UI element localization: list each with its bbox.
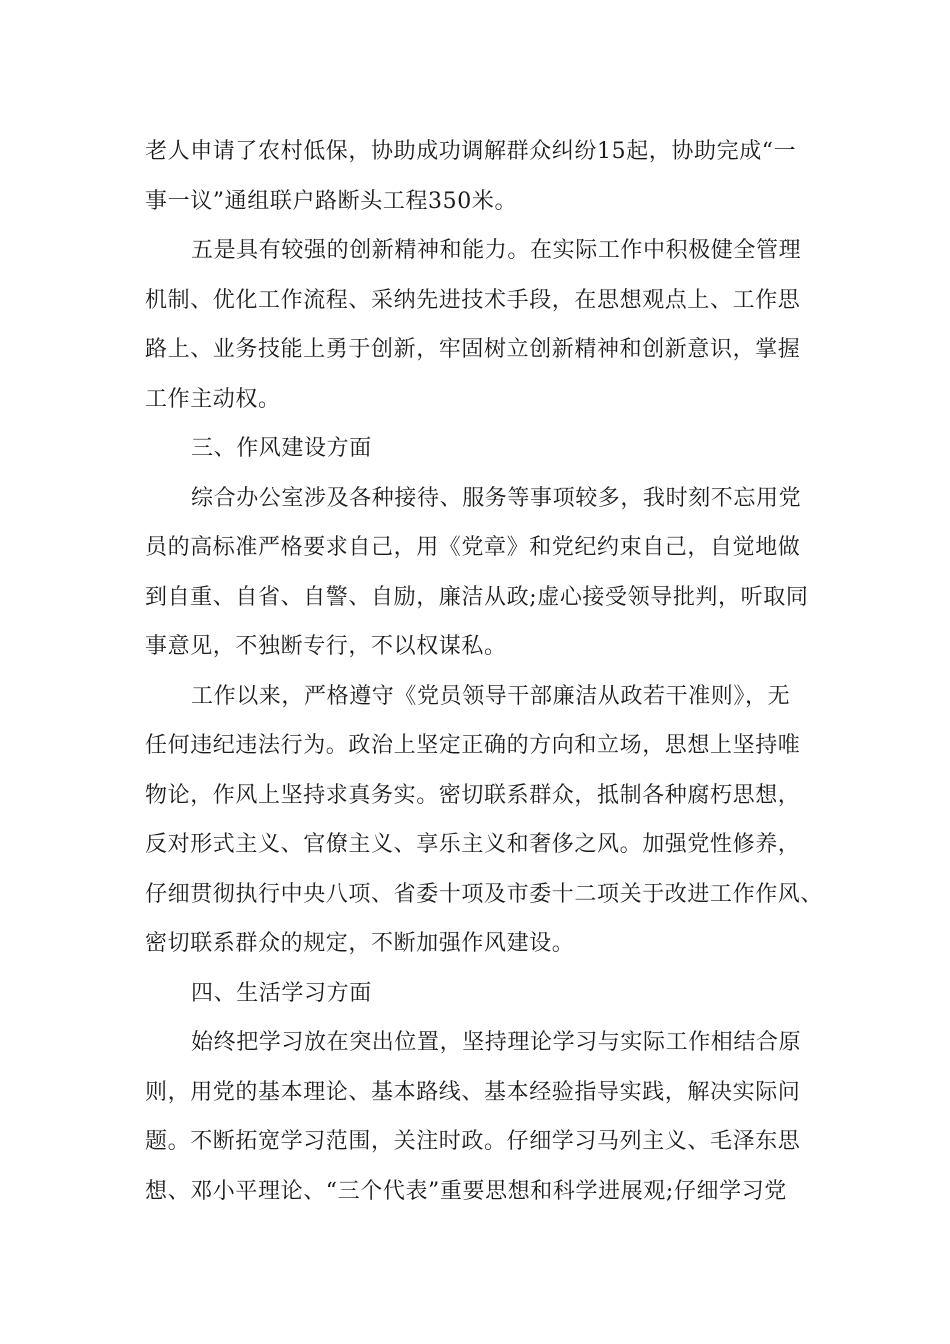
text-line: 仔细贯彻执行中央八项、省委十项及市委十二项关于改进工作作风、 (145, 881, 824, 907)
text-line: 想、邓小平理论、“三个代表”重要思想和科学进展观;仔细学习党 (145, 1178, 787, 1204)
text-line: 工作以来，严格遵守《党员领导干部廉洁从政若干准则》，无 (191, 683, 791, 709)
text-line: 五是具有较强的创新精神和能力。在实际工作中积极健全管理 (191, 238, 802, 263)
text-line: 到自重、自省、自警、自励，廉洁从政;虚心接受领导批判，听取同 (145, 584, 809, 610)
section-heading: 三、作风建设方面 (191, 436, 372, 461)
text-line: 员的高标准严格要求自己，用《党章》和党纪约束自己，自觉地做 (145, 535, 801, 560)
text-line: 则，用党的基本理论、基本路线、基本经验指导实践，解决实际问 (145, 1079, 801, 1105)
text-line: 反对形式主义、官僚主义、享乐主义和奢侈之风。加强党性修养， (145, 832, 801, 857)
text-line: 机制、优化工作流程、采纳先进技术手段，在思想观点上、工作思 (145, 287, 801, 313)
text-line: 任何违纪违法行为。政治上坚定正确的方向和立场，思想上坚持唯 (145, 733, 801, 758)
text-line: 工作主动权。 (145, 386, 281, 412)
text-line: 题。不断拓宽学习范围，关注时政。仔细学习马列主义、毛泽东思 (145, 1129, 801, 1154)
section-heading: 四、生活学习方面 (191, 980, 372, 1006)
text-line: 始终把学习放在突出位置，坚持理论学习与实际工作相结合原 (191, 1030, 802, 1055)
text-line: 老人申请了农村低保，协助成功调解群众纠纷15起，协助完成“一 (145, 139, 797, 164)
text-line: 物论，作风上坚持求真务实。密切联系群众，抵制各种腐朽思想， (145, 782, 801, 808)
text-line: 事意见，不独断专行，不以权谋私。 (145, 634, 507, 659)
text-line: 密切联系群众的规定，不断加强作风建设。 (145, 931, 575, 956)
text-line: 综合办公室涉及各种接待、服务等事项较多，我时刻不忘用党 (191, 485, 802, 511)
text-line: 路上、业务技能上勇于创新，牢固树立创新精神和创新意识，掌握 (145, 337, 801, 362)
document-body (145, 127, 825, 1216)
text-line: 事一议”通组联户路断头工程350米。 (145, 188, 518, 214)
